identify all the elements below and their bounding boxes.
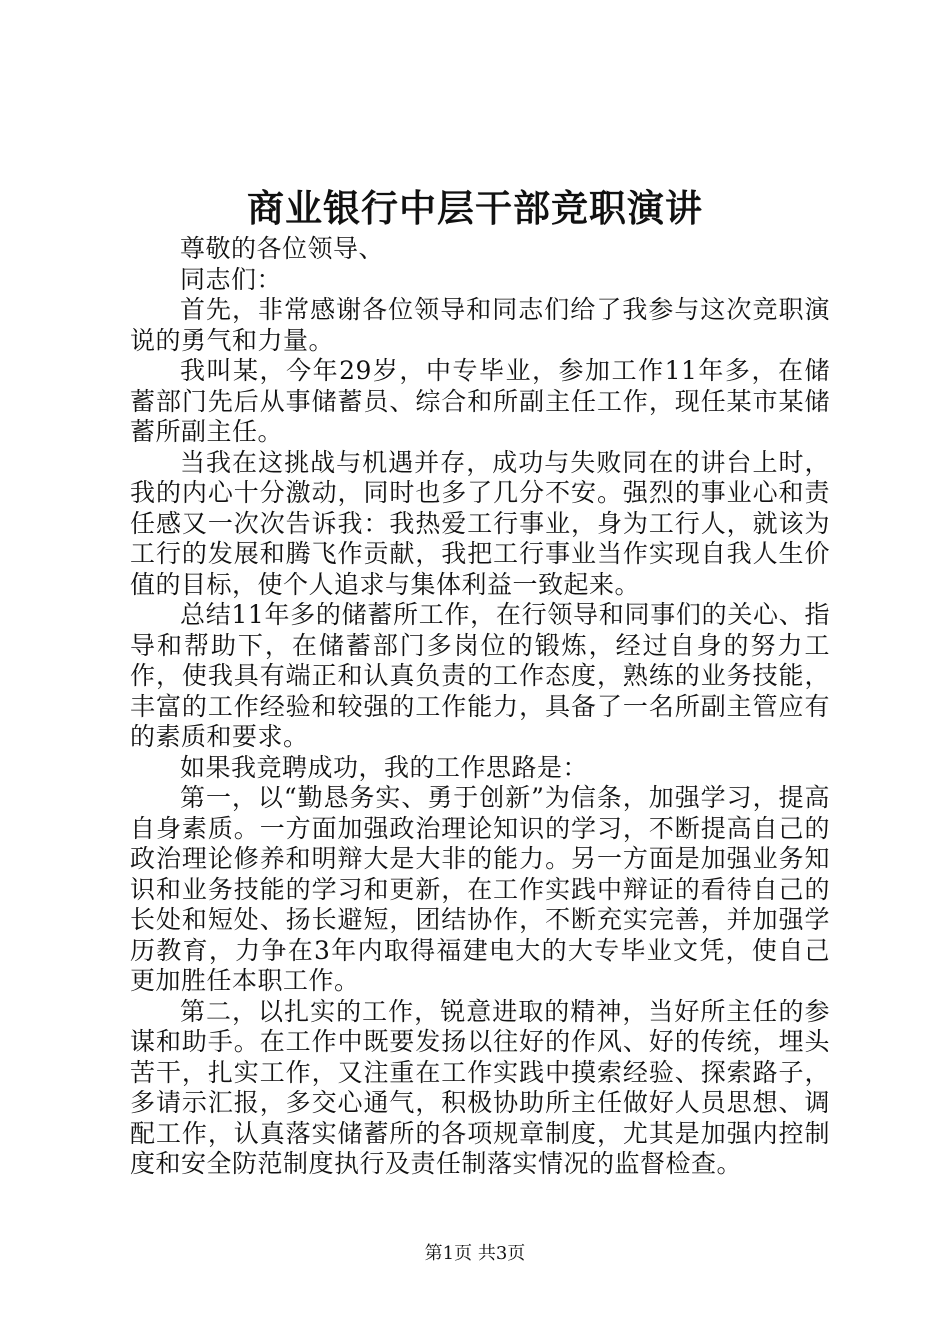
page-number-footer: 第1页 共3页 <box>424 1243 526 1264</box>
body-paragraph: 当我在这挑战与机遇并存，成功与失败同在的讲台上时，我的内心十分激动，同时也多了几分不安。强烈的事业心和责任感又一次次告诉我：我热爱工行事业，身为工行人，就该为工行的发展和腾飞作贡献，我把工行事业当作实现自我人生价值的目标，使个人追求与集体利益一致起来。 <box>130 447 830 599</box>
body-paragraph: 如果我竞聘成功，我的工作思路是： <box>180 752 589 782</box>
salutation-line: 尊敬的各位领导、 <box>180 234 385 263</box>
document-title: 商业银行中层干部竞职演讲 <box>247 186 703 230</box>
body-paragraph: 总结11年多的储蓄所工作，在行领导和同事们的关心、指导和帮助下，在储蓄部门多岗位的锻炼，经过自身的努力工作，使我具有端正和认真负责的工作态度，熟练的业务技能，丰富的工作经验和较强的工作能力，具备了一名所副主管应有的素质和要求。 <box>130 600 830 751</box>
document-body <box>130 234 830 1180</box>
salutation-line: 同志们： <box>180 264 283 294</box>
body-paragraph: 第一，以“勤恳务实、勇于创新”为信条，加强学习，提高自身素质。一方面加强政治理论知识的学习，不断提高自己的政治理论修养和明辩大是大非的能力。另一方面是加强业务知识和业务技能的学习和更新，在工作实践中辩证的看待自己的长处和短处、扬长避短，团结协作，不断充实完善，并加强学历教育，力争在3年内取得福建电大的大专毕业文凭，使自己更加胜任本职工作。 <box>130 783 830 995</box>
body-paragraph: 首先，非常感谢各位领导和同志们给了我参与这次竞职演说的勇气和力量。 <box>130 295 830 355</box>
body-paragraph: 我叫某，今年29岁，中专毕业，参加工作11年多，在储蓄部门先后从事储蓄员、综合和所副主任工作，现任某市某储蓄所副主任。 <box>130 356 830 446</box>
body-paragraph: 第二，以扎实的工作，锐意进取的精神，当好所主任的参谋和助手。在工作中既要发扬以往好的作风、好的传统，埋头苦干，扎实工作，又注重在工作实践中摸索经验、探索路子，多请示汇报，多交心通气，积极协助所主任做好人员思想、调配工作，认真落实储蓄所的各项规章制度，尤其是加强内控制度和安全防范制度执行及责任制落实情况的监督检查。 <box>130 996 830 1178</box>
